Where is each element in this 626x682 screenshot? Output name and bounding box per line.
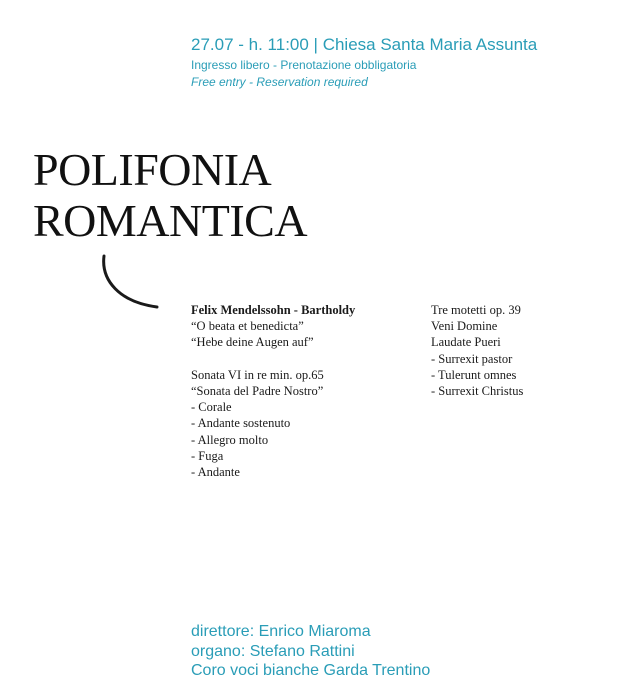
credit-organ: organo: Stefano Rattini (191, 642, 355, 660)
decorative-arc (95, 250, 165, 315)
motet-item: - Surrexit pastor (431, 351, 513, 366)
spacer (191, 351, 421, 367)
program-left-column (191, 302, 421, 480)
composer-name: Felix Mendelssohn - Bartholdy (191, 303, 356, 317)
event-date-time-place: 27.07 - h. 11:00 | Chiesa Santa Maria Assunta (191, 35, 538, 54)
sonata-title: Sonata VI in re min. op.65 (191, 367, 324, 382)
sonata-movement: - Andante sostenuto (191, 416, 291, 431)
piece-title: “Hebe deine Augen auf” (191, 335, 314, 350)
piece-title: “O beata et benedicta” (191, 319, 304, 334)
sonata-movement: - Corale (191, 400, 232, 415)
credits (191, 622, 611, 681)
event-header (191, 34, 611, 90)
sonata-movement: - Allegro molto (191, 432, 269, 447)
credit-director: direttore: Enrico Miaroma (191, 623, 371, 640)
sonata-subtitle: “Sonata del Padre Nostro” (191, 384, 324, 398)
motet-item: - Surrexit Christus (431, 384, 524, 399)
event-entry-italian: Ingresso libero - Prenotazione obbligatoria (191, 58, 417, 72)
concert-title (33, 144, 307, 246)
motet-item: Laudate Pueri (431, 335, 501, 350)
motets-title: Tre motetti op. 39 (431, 303, 521, 317)
sonata-movement: - Fuga (191, 448, 224, 463)
program-right-column (431, 302, 616, 399)
motet-item: - Tulerunt omnes (431, 367, 517, 382)
event-entry-english: Free entry - Reservation required (191, 75, 368, 89)
concert-title-line-2: ROMANTICA (33, 195, 308, 246)
credit-choir: Coro voci bianche Garda Trentino (191, 662, 431, 679)
motet-item: Veni Domine (431, 319, 498, 334)
concert-title-line-1: POLIFONIA (33, 144, 272, 195)
sonata-movement: - Andante (191, 465, 240, 480)
